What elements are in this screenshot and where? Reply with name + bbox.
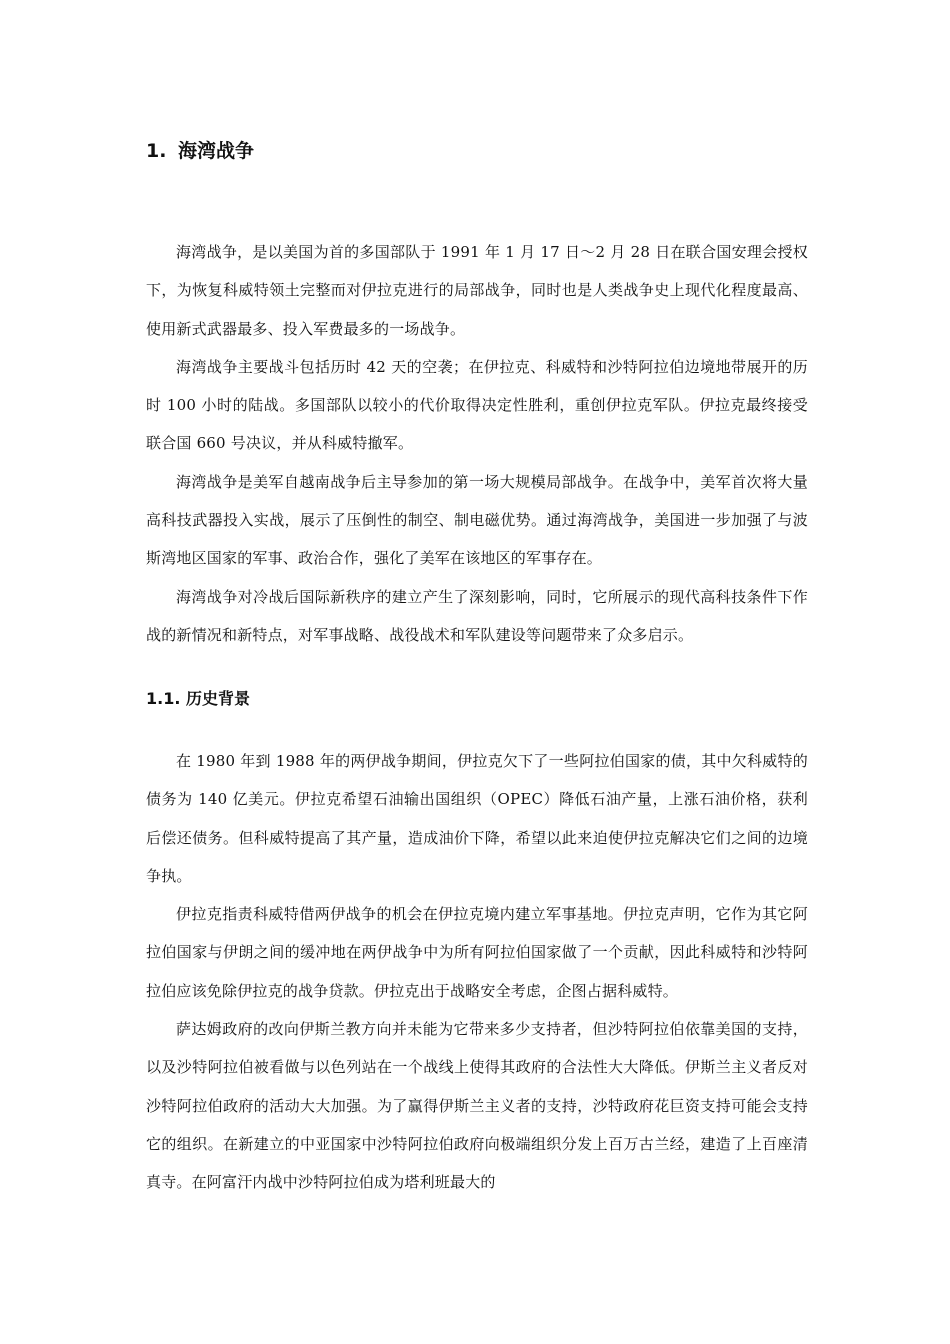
section-number: 1.: [146, 140, 167, 162]
subsection-heading: [146, 687, 250, 711]
subsection-title: 历史背景: [186, 689, 251, 708]
paragraph: 萨达姆政府的改向伊斯兰教方向并未能为它带来多少支持者，但沙特阿拉伯依靠美国的支持，以及沙特阿拉伯被看做与以色列站在一个战线上使得其政府的合法性大大降低。伊斯兰主义者反对沙特阿拉伯政府的活动大大加强。为了赢得伊斯兰主义者的支持，沙特政府花巨资支持可能会支持它的组织。在新建立的中亚国家中沙特阿拉伯政府向极端组织分发上百万古兰经，建造了上百座清真寺。在阿富汗内战中沙特阿拉伯成为塔利班最大的: [146, 1020, 808, 1192]
paragraph: 海湾战争主要战斗包括历时 42 天的空袭；在伊拉克、科威特和沙特阿拉伯边境地带展开的历时 100 小时的陆战。多国部队以较小的代价取得决定性胜利，重创伊拉克军队。伊拉克最终接受联合国 660 号决议，并从科威特撤军。: [146, 357, 808, 453]
section-title: 海湾战争: [178, 140, 255, 162]
subsection-number: 1.1.: [146, 689, 181, 708]
paragraph: 海湾战争对冷战后国际新秩序的建立产生了深刻影响，同时，它所展示的现代高科技条件下作战的新情况和新特点，对军事战略、战役战术和军队建设等问题带来了众多启示。: [146, 587, 808, 644]
section-body: [146, 233, 808, 654]
section-heading: [146, 137, 254, 165]
paragraph: 在 1980 年到 1988 年的两伊战争期间，伊拉克欠下了一些阿拉伯国家的债，其中欠科威特的债务为 140 亿美元。伊拉克希望石油输出国组织（OPEC）降低石油产量，上涨石油价格，获利后偿还债务。但科威特提高了其产量，造成油价下降，希望以此来迫使伊拉克解决它们之间的边境争执。: [146, 752, 808, 885]
paragraph: 伊拉克指责科威特借两伊战争的机会在伊拉克境内建立军事基地。伊拉克声明，它作为其它阿拉伯国家与伊朗之间的缓冲地在两伊战争中为所有阿拉伯国家做了一个贡献，因此科威特和沙特阿拉伯应该免除伊拉克的战争贷款。伊拉克出于战略安全考虑，企图占据科威特。: [146, 905, 808, 1000]
subsection-body: [146, 742, 808, 1202]
paragraph: 海湾战争，是以美国为首的多国部队于 1991 年 1 月 17 日～2 月 28 日在联合国安理会授权下，为恢复科威特领土完整而对伊拉克进行的局部战争，同时也是人类战争史上现代化程度最高、使用新式武器最多、投入军费最多的一场战争。: [146, 243, 808, 338]
paragraph: 海湾战争是美军自越南战争后主导参加的第一场大规模局部战争。在战争中，美军首次将大量高科技武器投入实战，展示了压倒性的制空、制电磁优势。通过海湾战争，美国进一步加强了与波斯湾地区国家的军事、政治合作，强化了美军在该地区的军事存在。: [146, 472, 808, 568]
